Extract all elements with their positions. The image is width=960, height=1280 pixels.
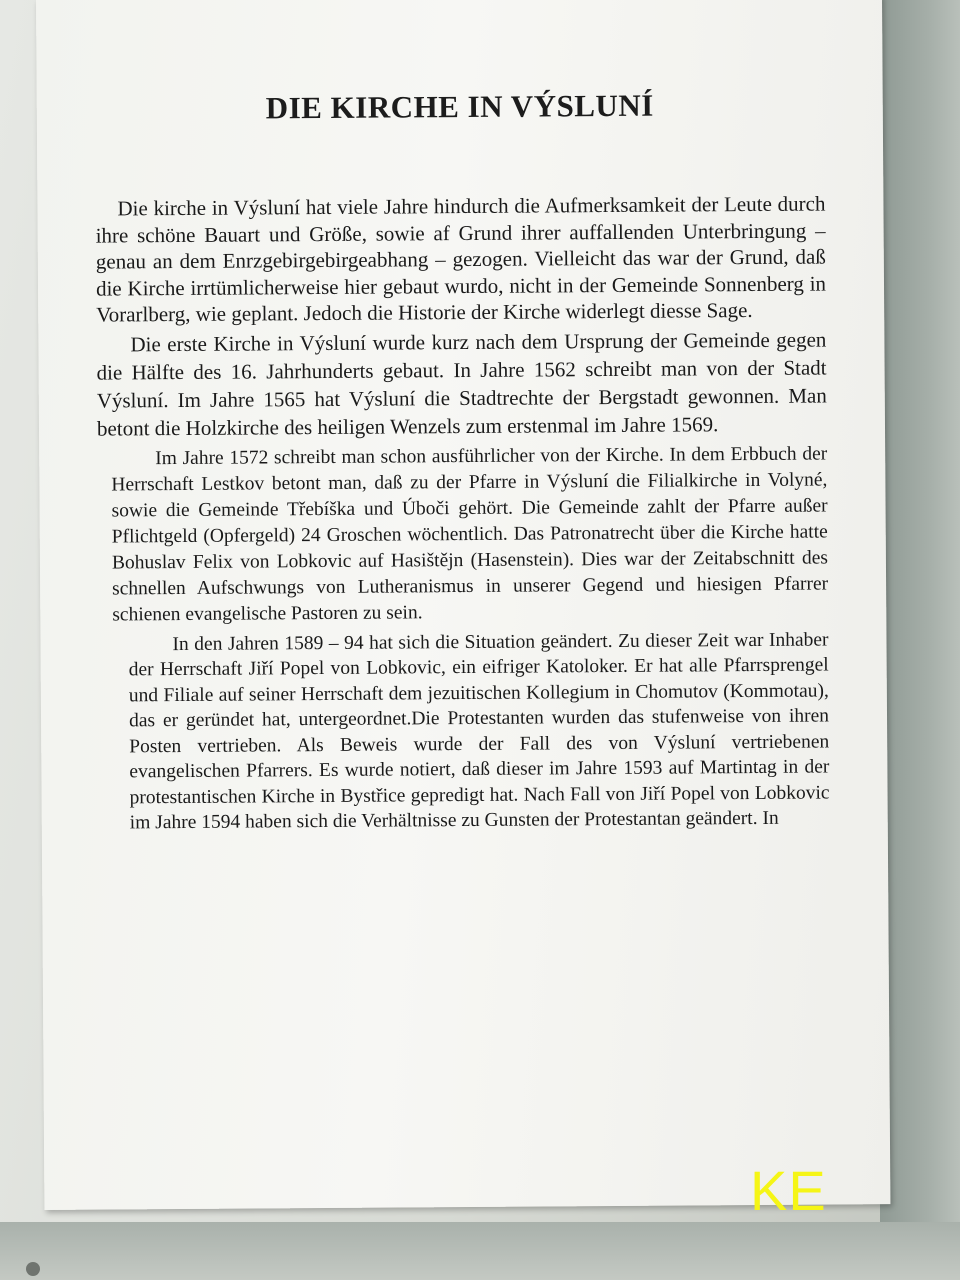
photographer-watermark: KE [750,1159,827,1222]
sign-title: DIE KIRCHE IN VÝSLUNÍ [265,87,654,126]
sign-frame-right [880,0,960,1280]
info-sign-panel [36,0,890,1210]
paragraph-2: Die erste Kirche in Výsluní wurde kurz nach dem Ursprung der Gemeinde gegen die Hälfte des 16. Jahrhunderts gebaut. In Jahre 1562 schreibt man von der Stadt Výsluní. Im Jahre 1565 hat Výsluní die Stadtrechte der Bergstadt gewonnen. Man betont die Holzkirche des heiligen Wenzels zum erstenmal im Jahre 1569. [96,327,827,441]
paragraph-3: Im Jahre 1572 schreibt man schon ausführlicher von der Kirche. In dem Erbbuch der Herrschaft Lestkov betont man, daß zu der Pfarre in Výsluní die Filialkirche in Volyné, sowie die Gemeinde Třebíška und Úboči gehört. Die Gemeinde zahlt der Pfarre außer Pflichtgeld (Opfergeld) 24 Groschen wöchentlich. Das Patronatrecht über die Kirche hatte Bohuslav Felix von Lobkovic auf Hasištějn (Hasenstein). Dies war der Zeitabschnitt des schnellen Aufschwungs von Lutheranismus in unserer Gegend und hiesigen Pfarrer schienen evangelische Pastoren zu sein. [111,443,829,626]
paragraph-4: In den Jahren 1589 – 94 hat sich die Situation geändert. Zu dieser Zeit war Inhaber der Herrschaft Jiří Popel von Lobkovic, ein eifriger Katoloker. Er hat alle Pfarrsprengel und Filiale auf seiner Herrschaft dem jezuitischen Kollegium in Chomutov (Kommotau), das er geründet hat, untergeordnet.Die Protestanten wurden das stufenweise von ihren Posten vertrieben. Als Beweis wurde der Fall des von Výsluní vertriebenen evangelischen Pfarrers. Es wurde notiert, daß dieser im Jahre 1593 auf Martintag in der protestantischen Kirche in Bystřice gepredigt hat. Nach Fall von Jiří Popel von Lobkovic im Jahre 1594 haben sich die Verhältnisse zu Gunsten der Protestantan geändert. In [128,629,830,834]
sign-body-text [95,190,829,836]
mounting-screw [26,1262,40,1276]
sign-frame-bottom [0,1222,960,1280]
paragraph-1: Die kirche in Výsluní hat viele Jahre hindurch die Aufmerksamkeit der Leute durch ihre schöne Bauart und Größe, sowie af Grund ihrer auffallenden Unterbringung – genau an dem Enrzgebirgebirgeabhang – gezogen. Vielleicht das war der Grund, daß die Kirche irrtümlicherweise hier gebaut wurdo, nicht in der Gemeinde Sonnenberg in Vorarlberg, wie geplant. Jedoch die Historie der Kirche widerlegt diesse Sage. [95,191,827,327]
